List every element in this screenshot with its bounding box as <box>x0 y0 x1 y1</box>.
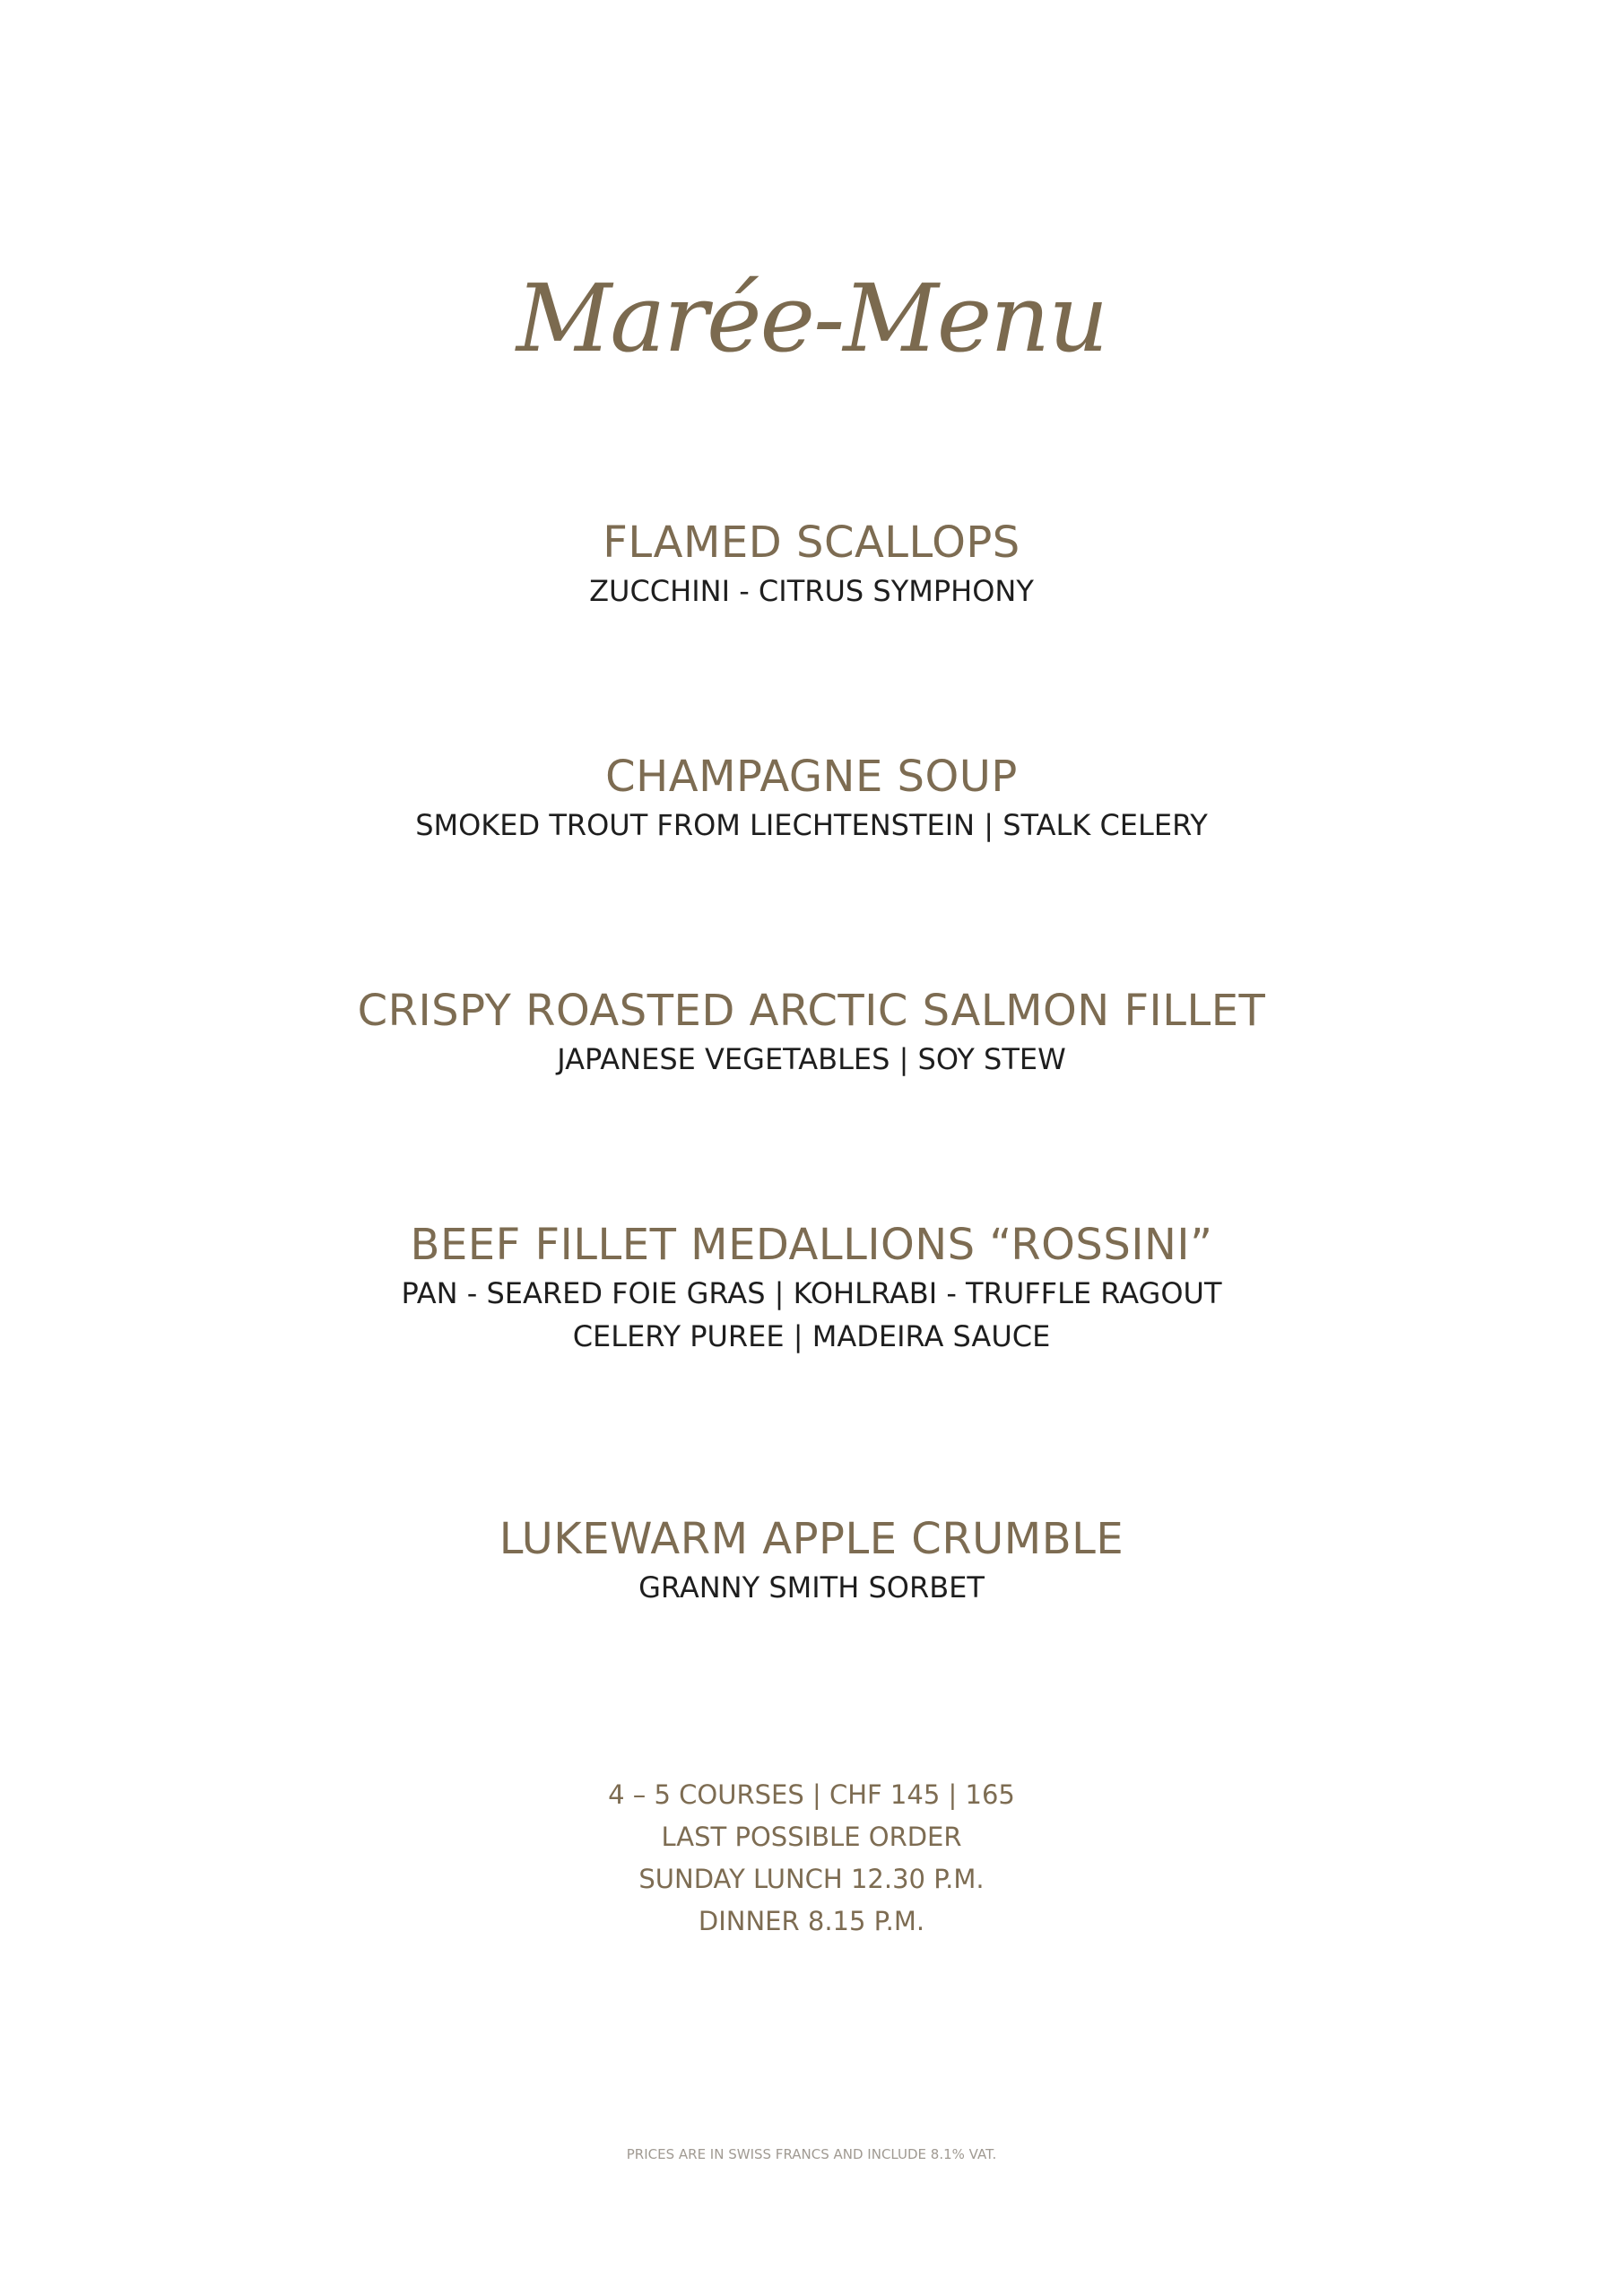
course-name: CHAMPAGNE SOUP <box>605 752 1018 802</box>
course-name: FLAMED SCALLOPS <box>603 517 1020 568</box>
course-1 <box>0 516 1623 613</box>
info-price-line: 4 – 5 COURSES | CHF 145 | 165 <box>608 1779 1015 1810</box>
course-description: CELERY PUREE | MADEIRA SAUCE <box>572 1319 1051 1353</box>
course-description: ZUCCHINI - CITRUS SYMPHONY <box>589 574 1034 608</box>
price-footnote: PRICES ARE IN SWISS FRANCS AND INCLUDE 8.1% VAT. <box>626 2146 997 2162</box>
course-name: LUKEWARM APPLE CRUMBLE <box>499 1514 1124 1564</box>
course-5 <box>0 1512 1623 1609</box>
info-last-order: LAST POSSIBLE ORDER <box>661 1822 962 1852</box>
course-3 <box>0 984 1623 1081</box>
course-description: PAN - SEARED FOIE GRAS | KOHLRABI - TRUFFLE RAGOUT <box>401 1276 1222 1310</box>
course-4 <box>0 1218 1623 1358</box>
menu-info <box>0 1774 1623 1943</box>
course-2 <box>0 750 1623 847</box>
course-name: CRISPY ROASTED ARCTIC SALMON FILLET <box>357 986 1266 1036</box>
menu-title: Marée-Menu <box>516 264 1107 373</box>
info-dinner: DINNER 8.15 P.M. <box>698 1906 925 1936</box>
course-description: GRANNY SMITH SORBET <box>638 1570 985 1605</box>
course-description: JAPANESE VEGETABLES | SOY STEW <box>557 1042 1066 1076</box>
info-sunday-lunch: SUNDAY LUNCH 12.30 P.M. <box>638 1864 985 1894</box>
course-description: SMOKED TROUT FROM LIECHTENSTEIN | STALK CELERY <box>415 808 1208 842</box>
course-name: BEEF FILLET MEDALLIONS “ROSSINI” <box>410 1220 1213 1270</box>
